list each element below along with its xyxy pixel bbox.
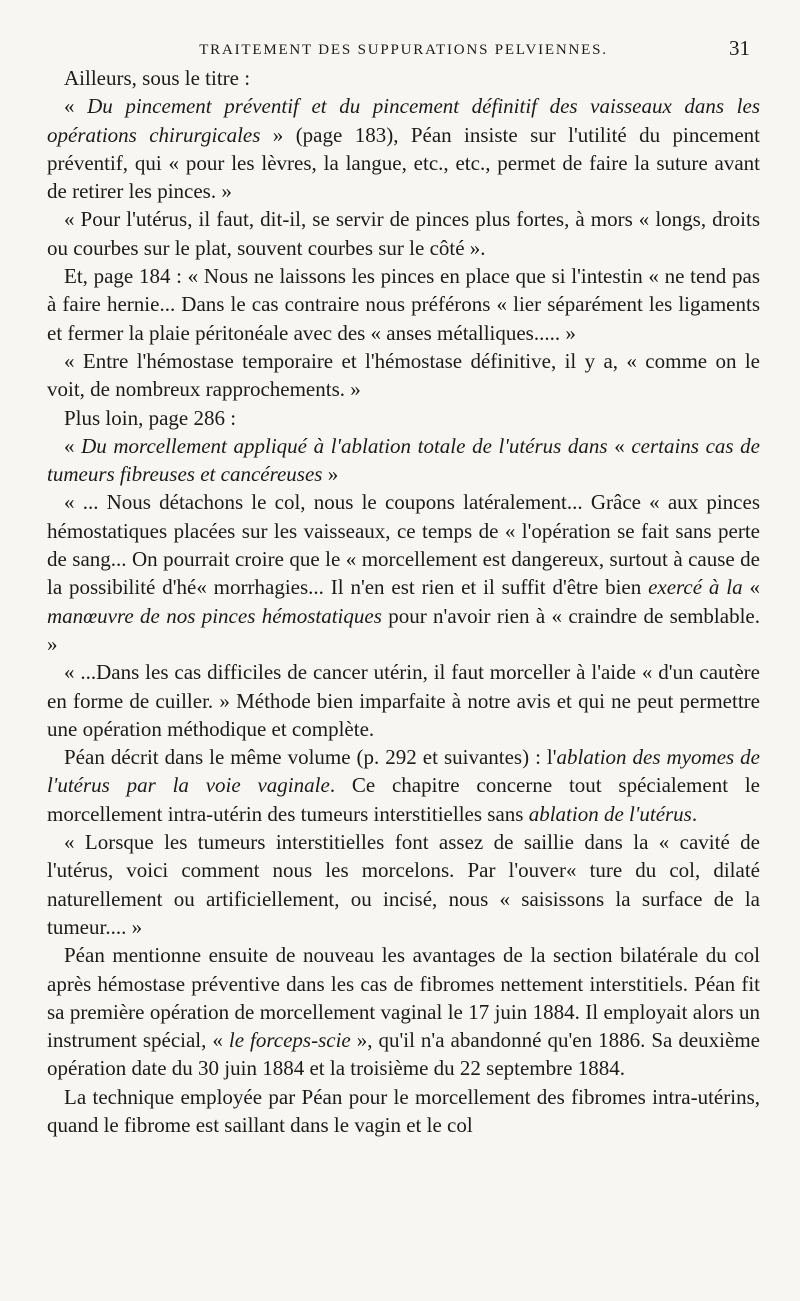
italic-run: certains cas de tumeurs fibreuses et cancéreuses [47, 433, 760, 487]
text-run: . Ce chapitre concerne tout spécialement le morcellement intra-utérin des tumeurs interstitielles sans [47, 773, 761, 826]
text-run: La technique employée par Péan pour le morcellement des fibromes intra-utérins, quand le fibrome est saillant dans le vagin et le col [47, 1084, 760, 1137]
page-number: 31 [729, 36, 750, 60]
paragraph [47, 743, 760, 828]
text-run: Ailleurs, sous le titre : [64, 66, 251, 90]
text-run: « Entre l'hémostase temporaire et l'hémostase définitive, il y a, « comme on le voit, de nombreux rapprochements. » [47, 348, 760, 402]
text-run: « Lorsque les tumeurs interstitielles font assez de saillie dans la « cavité de l'utérus, voici comment nous les morcelons. Par l'ouver« ture du col, dilaté naturellement ou artificiellement, ou incisé, nous « saisissons la surface de la tumeur.... » [47, 830, 760, 939]
text-run: Péan décrit dans le même volume (p. 292 et suivantes) : l' [64, 745, 557, 770]
paragraph [47, 404, 760, 432]
italic-run: manœuvre de nos pinces hémostatiques [47, 603, 382, 628]
text-run: » (page 183), Péan insiste sur l'utilité du pincement préventif, qui « pour les lèvres, la langue, etc., etc., permet de faire la suture avant de retirer les pinces. » [47, 122, 760, 204]
text-run: . [691, 801, 698, 826]
text-run: « [607, 433, 632, 458]
text-run: « [64, 433, 82, 458]
italic-run: ablation des myomes de l'utérus par la voie vaginale [47, 745, 760, 798]
text-run: « ...Dans les cas difficiles de cancer utérin, il faut morceller à l'aide « d'un cautère en forme de cuiller. » Méthode bien imparfaite à notre avis et qui ne peut permettre une opération méthodique et complète. [47, 660, 760, 741]
text-run: Péan mentionne ensuite de nouveau les avantages de la section bilatérale du col après hémostase préventive dans les cas de fibromes nettement interstitiels. Péan fit sa première opération de morcellement vaginal le 17 juin 1884. Il employait alors un instrument spécial, « [47, 943, 760, 1053]
paragraph [47, 262, 760, 347]
italic-run: exercé à la [648, 575, 743, 600]
text-run: Plus loin, page 286 : [64, 405, 237, 430]
text-run: » [322, 462, 339, 487]
italic-run: Du morcellement appliqué à l'ablation totale de l'utérus dans [81, 433, 608, 458]
text-run: pour n'avoir rien à « craindre de semblable. » [47, 603, 760, 656]
paragraph [47, 941, 760, 1082]
paragraph [47, 347, 760, 404]
text-run: Et, page 184 : « Nous ne laissons les pinces en place que si l'intestin « ne tend pas à faire hernie... Dans le cas contraire nous préférons « lier séparément les ligaments et fermer la plaie péritonéale avec des « anses métalliques..... » [47, 264, 760, 345]
running-title: TRAITEMENT DES SUPPURATIONS PELVIENNES. [199, 42, 608, 58]
page-header [47, 30, 760, 64]
text-run: « Pour l'utérus, il faut, dit-il, se servir de pinces plus fortes, à mors « longs, droits ou courbes sur le plat, souvent courbes sur le côté ». [47, 207, 760, 260]
page-body [47, 64, 760, 1139]
text-run: « ... Nous détachons le col, nous le coupons latéralement... Grâce « aux pinces hémostatiques placées sur les vaisseaux, ce temps de « l'opération se fait sans perte de sang... On pourrait croire que le « morcellement est dangereux, surtout à cause de la possibilité d'hé« morrhagies... Il n'en est rien et il suffit d'être bien [47, 490, 760, 600]
paragraph [47, 658, 760, 743]
italic-run: ablation de l'utérus [528, 801, 692, 826]
paragraph [47, 205, 760, 262]
text-run: « [64, 94, 88, 119]
paragraph [47, 488, 760, 658]
paragraph [47, 828, 760, 941]
italic-run: Du pincement préventif et du pincement définitif des vaisseaux dans les opérations chirurgicales [47, 94, 761, 147]
italic-run: le forceps-scie [228, 1028, 351, 1053]
text-run: », qu'il n'a abandonné qu'en 1886. Sa deuxième opération date du 30 juin 1884 et la troisième du 22 septembre 1884. [47, 1028, 760, 1081]
paragraph [47, 64, 760, 92]
text-run: « [742, 575, 760, 600]
paragraph [47, 432, 760, 489]
paragraph [47, 1083, 760, 1140]
paragraph [47, 92, 760, 205]
